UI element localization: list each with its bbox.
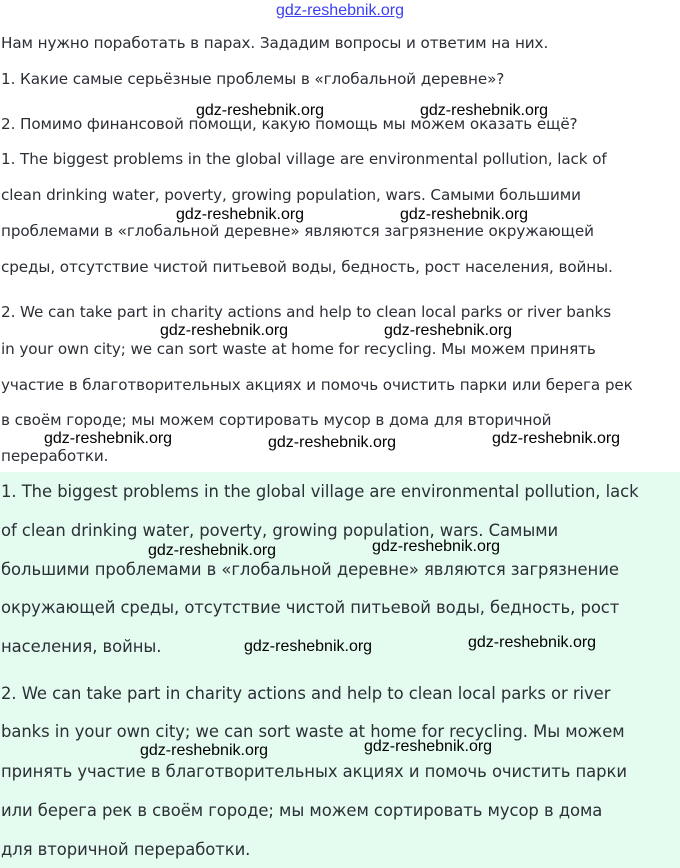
watermark: gdz-reshebnik.org bbox=[492, 430, 621, 447]
watermark: gdz-reshebnik.org bbox=[420, 102, 549, 119]
answer-line: 1. The biggest problems in the global village are environmental pollution, lack of bbox=[1, 150, 607, 168]
highlight-line: населения, войны. bbox=[1, 637, 162, 656]
highlight-line: banks in your own city; we can sort waste at home for recycling. Мы можем bbox=[1, 722, 625, 741]
watermark: gdz-reshebnik.org bbox=[244, 638, 373, 655]
watermark: gdz-reshebnik.org bbox=[372, 538, 501, 555]
answer-line: проблемами в «глобальной деревне» являются загрязнение окружающей bbox=[1, 222, 594, 240]
answer-line: 2. We can take part in charity actions and help to clean local parks or river banks bbox=[1, 303, 612, 321]
answer-line: in your own city; we can sort waste at home for recycling. Мы можем принять bbox=[1, 340, 596, 358]
highlight-line: 1. The biggest problems in the global village are environmental pollution, lack bbox=[1, 482, 639, 501]
answer-line: среды, отсутствие чистой питьевой воды, бедность, рост населения, войны. bbox=[1, 258, 613, 276]
watermark: gdz-reshebnik.org bbox=[196, 102, 325, 119]
highlight-line: принять участие в благотворительных акциях и помочь очистить парки bbox=[1, 762, 627, 781]
watermark: gdz-reshebnik.org bbox=[140, 742, 269, 759]
watermark: gdz-reshebnik.org bbox=[44, 430, 173, 447]
highlight-line: of clean drinking water, poverty, growing population, wars. Самыми bbox=[1, 521, 559, 540]
question-1: 1. Какие самые серьёзные проблемы в «глобальной деревне»? bbox=[1, 70, 505, 88]
watermark: gdz-reshebnik.org bbox=[468, 634, 597, 651]
watermark: gdz-reshebnik.org bbox=[268, 434, 397, 451]
highlight-line: для вторичной переработки. bbox=[1, 840, 251, 859]
watermark: gdz-reshebnik.org bbox=[160, 322, 289, 339]
answer-line: переработки. bbox=[1, 447, 109, 465]
highlight-line: 2. We can take part in charity actions and help to clean local parks or river bbox=[1, 684, 611, 703]
answer-line: в своём городе; мы можем сортировать мусор в дома для вторичной bbox=[1, 411, 552, 429]
site-link[interactable]: gdz-reshebnik.org bbox=[275, 2, 405, 19]
watermark: gdz-reshebnik.org bbox=[176, 206, 305, 223]
watermark: gdz-reshebnik.org bbox=[384, 322, 513, 339]
instruction-text: Нам нужно поработать в парах. Зададим вопросы и ответим на них. bbox=[1, 34, 549, 52]
highlight-line: окружающей среды, отсутствие чистой питьевой воды, бедность, рост bbox=[1, 598, 620, 617]
highlight-line: большими проблемами в «глобальной деревне» являются загрязнение bbox=[1, 560, 619, 579]
watermark: gdz-reshebnik.org bbox=[364, 738, 493, 755]
answer-line: clean drinking water, poverty, growing population, wars. Самыми большими bbox=[1, 186, 581, 204]
question-2: 2. Помимо финансовой помощи, какую помощь мы можем оказать ещё? bbox=[1, 115, 578, 133]
highlight-line: или берега рек в своём городе; мы можем сортировать мусор в дома bbox=[1, 801, 603, 820]
watermark: gdz-reshebnik.org bbox=[148, 542, 277, 559]
watermark: gdz-reshebnik.org bbox=[400, 206, 529, 223]
answer-line: участие в благотворительных акциях и помочь очистить парки или берега рек bbox=[1, 376, 633, 394]
